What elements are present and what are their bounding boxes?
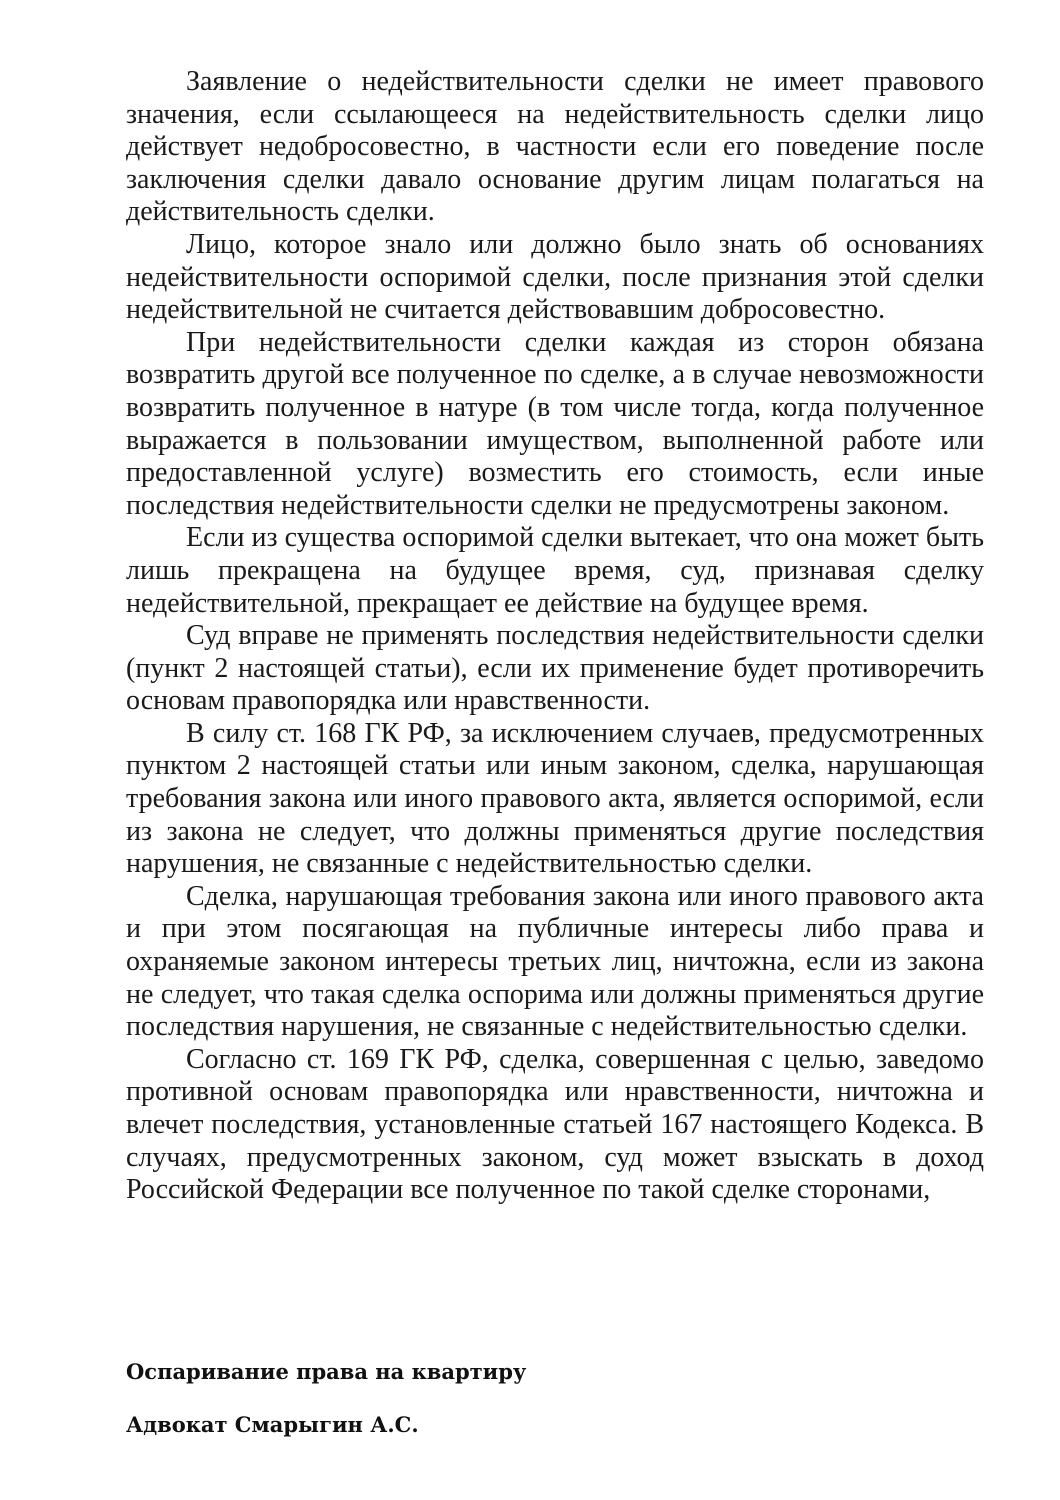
paragraph-knowledge-of-grounds: Лицо, которое знало или должно было знать об основаниях недействительности оспоримой сделки, после признания этой сделки недействительной не считается действовавшим добросовестно.	[126, 228, 984, 326]
paragraph-restitution: При недействительности сделки каждая из сторон обязана возвратить другой все полученное по сделке, а в случае невозможности возвратить полученное в натуре (в том числе тогда, когда полученное выражается в пользовании имуществом, выполненной работе или предоставленной услуге) возместить его стоимость, если иные последствия недействительности сделки не предусмотрены законом.	[126, 326, 984, 521]
paragraph-termination-future: Если из существа оспоримой сделки вытекает, что она может быть лишь прекращена на будущее время, суд, признавая сделку недействительной, прекращает ее действие на будущее время.	[126, 522, 984, 619]
footer-title: Оспаривание права на квартиру	[126, 1359, 527, 1384]
paragraph-void-transaction: Сделка, нарушающая требования закона или иного правового акта и при этом посягающая на публичные интересы либо права и охраняемые законом интересы третьих лиц, ничтожна, если из закона не следует, что такая сделка оспорима или должны применяться другие последствия нарушения, не связанные с недействительностью сделки.	[126, 880, 984, 1043]
paragraph-article-168: В силу ст. 168 ГК РФ, за исключением случаев, предусмотренных пунктом 2 настоящей статьи или иным законом, сделка, нарушающая требования закона или иного правового акта, является оспоримой, если из закона не следует, что должны применяться другие последствия нарушения, не связанные с недействительностью сделки.	[126, 717, 984, 880]
footer-author: Адвокат Смарыгин А.С.	[126, 1412, 419, 1437]
paragraph-court-discretion: Суд вправе не применять последствия недействительности сделки (пункт 2 настоящей статьи), если их применение будет противоречить основам правопорядка или нравственности.	[126, 620, 984, 717]
paragraph-article-169: Согласно ст. 169 ГК РФ, сделка, совершенная с целью, заведомо противной основам правопорядка или нравственности, ничтожна и влечет последствия, установленные статьей 167 настоящего Кодекса. В случаях, предусмотренных законом, суд может взыскать в доход Российской Федерации все полученное по такой сделке сторонами,	[126, 1043, 984, 1206]
document-body	[126, 66, 984, 1207]
paragraph-bad-faith-claim: Заявление о недействительности сделки не имеет правового значения, если ссылающееся на недействительность сделки лицо действует недобросовестно, в частности если его поведение после заключения сделки давало основание другим лицам полагаться на действительность сделки.	[126, 66, 984, 228]
